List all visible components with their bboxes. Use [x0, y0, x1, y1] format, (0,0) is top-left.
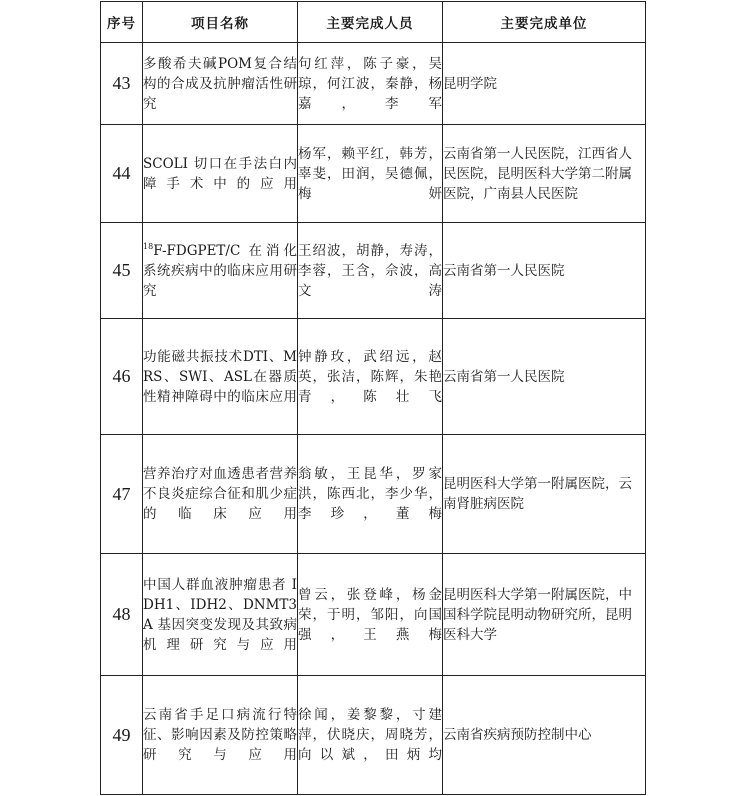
row-project: 云南省手足口病流行特征、影响因素及防控策略研究与应用 — [143, 676, 298, 795]
awards-table — [100, 1, 646, 795]
row-people: 翁敏，王昆华，罗家洪，陈西北，李少华，李珍，董梅 — [298, 435, 443, 554]
row-people: 曾云，张登峰，杨金荣，于明，邹阳，向国强，王燕梅 — [298, 554, 443, 676]
row-people: 王绍波，胡静，寿涛，李蓉，王含，佘波，高文涛 — [298, 223, 443, 319]
row-unit: 云南省第一人民医院 — [443, 319, 646, 435]
table-row — [101, 554, 646, 676]
row-people: 杨军，赖平红，韩芳，辜斐，田润，吴德佩，梅妍 — [298, 125, 443, 223]
row-project: 多酸希夫碱POM复合结构的合成及抗肿瘤活性研究 — [143, 43, 298, 125]
row-project-text: F-FDGPET/C 在消化系统疾病中的临床应用研究 — [143, 242, 297, 299]
row-project: SCOLI 切口在手法白内障手术中的应用 — [143, 125, 298, 223]
row-unit: 云南省第一人民医院 — [443, 223, 646, 319]
header-people: 主要完成人员 — [298, 2, 443, 43]
row-seq: 48 — [101, 554, 143, 676]
row-unit: 昆明学院 — [443, 43, 646, 125]
header-project: 项目名称 — [143, 2, 298, 43]
row-unit: 云南省疾病预防控制中心 — [443, 676, 646, 795]
row-project: 中国人群血液肿瘤患者 IDH1、IDH2、DNMT3A 基因突变发现及其致病机理研究与应用 — [143, 554, 298, 676]
table-row — [101, 43, 646, 125]
header-row — [101, 2, 646, 43]
row-people: 钟静玫，武绍远，赵英，张洁，陈辉，朱艳青，陈壮飞 — [298, 319, 443, 435]
row-unit: 云南省第一人民医院，江西省人民医院，昆明医科大学第二附属医院，广南县人民医院 — [443, 125, 646, 223]
row-unit: 昆明医科大学第一附属医院，云南肾脏病医院 — [443, 435, 646, 554]
table-row — [101, 223, 646, 319]
table-row — [101, 319, 646, 435]
row-seq: 45 — [101, 223, 143, 319]
row-project — [143, 223, 298, 319]
row-project: 营养治疗对血透患者营养不良炎症综合征和肌少症的临床应用 — [143, 435, 298, 554]
isotope-superscript: 18 — [143, 241, 154, 251]
row-seq: 49 — [101, 676, 143, 795]
row-seq: 44 — [101, 125, 143, 223]
table-row — [101, 676, 646, 795]
row-unit: 昆明医科大学第一附属医院，中国科学院昆明动物研究所，昆明医科大学 — [443, 554, 646, 676]
header-seq: 序号 — [101, 2, 143, 43]
row-seq: 43 — [101, 43, 143, 125]
header-unit: 主要完成单位 — [443, 2, 646, 43]
row-project: 功能磁共振技术DTI、MRS、SWI、ASL在器质性精神障碍中的临床应用 — [143, 319, 298, 435]
row-seq: 46 — [101, 319, 143, 435]
row-people: 徐闻，姜黎黎，寸建萍，伏晓庆，周晓芳，向以斌，田炳均 — [298, 676, 443, 795]
table-row — [101, 125, 646, 223]
table-row — [101, 435, 646, 554]
row-people: 句红萍，陈子豪，吴琼，何江波，秦静，杨嘉，李军 — [298, 43, 443, 125]
row-seq: 47 — [101, 435, 143, 554]
